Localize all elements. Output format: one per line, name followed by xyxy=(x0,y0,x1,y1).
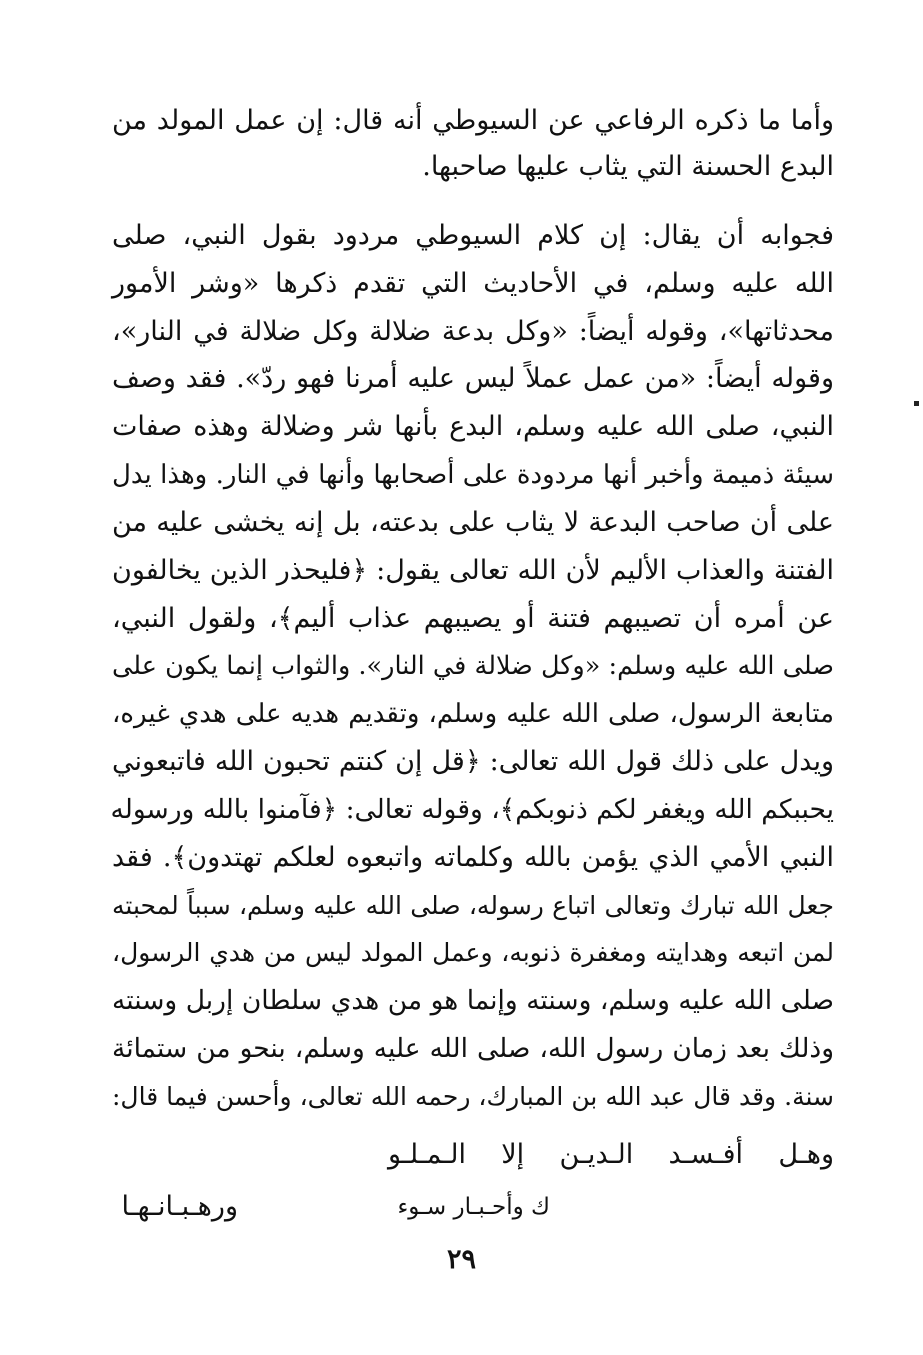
paragraph-2-line-12: ويدل على ذلك قول الله تعالى: ﴿قل إن كنتم تحبون الله فاتبعوني xyxy=(112,746,834,777)
paragraph-2-line-7: على أن صاحب البدعة لا يثاب على بدعته، بل إنه يخشى عليه من xyxy=(112,507,834,538)
paragraph-2-line-18: وذلك بعد زمان رسول الله، صلى الله عليه وسلم، بنحو من ستمائة xyxy=(112,1033,834,1064)
paragraph-2-line-6: سيئة ذميمة وأخبر أنها مردودة على أصحابها وأنها في النار. وهذا يدل xyxy=(112,460,834,490)
paragraph-1-line-2: البدع الحسنة التي يثاب عليها صاحبها. xyxy=(422,151,834,182)
paragraph-2-line-4: وقوله أيضاً: «من عمل عملاً ليس عليه أمرنا فهو ردّ». فقد وصف xyxy=(112,363,834,394)
paragraph-2-line-17: صلى الله عليه وسلم، وسنته وإنما هو من هدي سلطان إربل وسنته xyxy=(112,985,834,1016)
paragraph-2-line-1: فجوابه أن يقال: إن كلام السيوطي مردود بقول النبي، صلى xyxy=(112,220,834,251)
paragraph-2-line-2: الله عليه وسلم، في الأحاديث التي تقدم ذكرها «وشر الأمور xyxy=(112,268,834,299)
paragraph-2-line-13: يحببكم الله ويغفر لكم ذنوبكم﴾، وقوله تعالى: ﴿فآمنوا بالله ورسوله xyxy=(110,794,834,825)
paragraph-2-line-11: متابعة الرسول، صلى الله عليه وسلم، وتقديم هديه على هدي غيره، xyxy=(112,699,834,729)
page-number: ٢٩ xyxy=(446,1244,476,1275)
paragraph-2-line-8: الفتنة والعذاب الأليم لأن الله تعالى يقول: ﴿فليحذر الذين يخالفون xyxy=(112,555,834,586)
verse-line-1: وهـل أفـسـد الـديـن إلا الـمـلـو xyxy=(388,1139,834,1170)
verse-line-2-second-hemistich: ورهـبـانـهـا xyxy=(121,1191,238,1222)
paragraph-2-line-19: سنة. وقد قال عبد الله بن المبارك، رحمه الله تعالى، وأحسن فيما قال: xyxy=(112,1082,834,1111)
paragraph-2-line-5: النبي، صلى الله عليه وسلم، البدع بأنها شر وضلالة وهذه صفات xyxy=(112,411,834,442)
paragraph-2-line-3: محدثاتها»، وقوله أيضاً: «وكل بدعة ضلالة وكل ضلالة في النار»، xyxy=(112,316,834,347)
verse-line-2-first-hemistich: ك وأحـبـار سـوء xyxy=(397,1194,550,1220)
paragraph-2-line-16: لمن اتبعه وهدايته ومغفرة ذنوبه، وعمل المولد ليس من هدي الرسول، xyxy=(112,938,834,967)
paragraph-2-line-10: صلى الله عليه وسلم: «وكل ضلالة في النار». والثواب إنما يكون على xyxy=(112,651,834,681)
margin-mark xyxy=(914,401,919,406)
paragraph-2-line-15: جعل الله تبارك وتعالى اتباع رسوله، صلى الله عليه وسلم، سبباً لمحبته xyxy=(112,891,834,920)
paragraph-1-line-1: وأما ما ذكره الرفاعي عن السيوطي أنه قال: إن عمل المولد من xyxy=(112,105,834,136)
paragraph-2-line-9: عن أمره أن تصيبهم فتنة أو يصيبهم عذاب أليم﴾، ولقول النبي، xyxy=(112,603,834,634)
paragraph-2-line-14: النبي الأمي الذي يؤمن بالله وكلماته واتبعوه لعلكم تهتدون﴾. فقد xyxy=(112,842,834,873)
